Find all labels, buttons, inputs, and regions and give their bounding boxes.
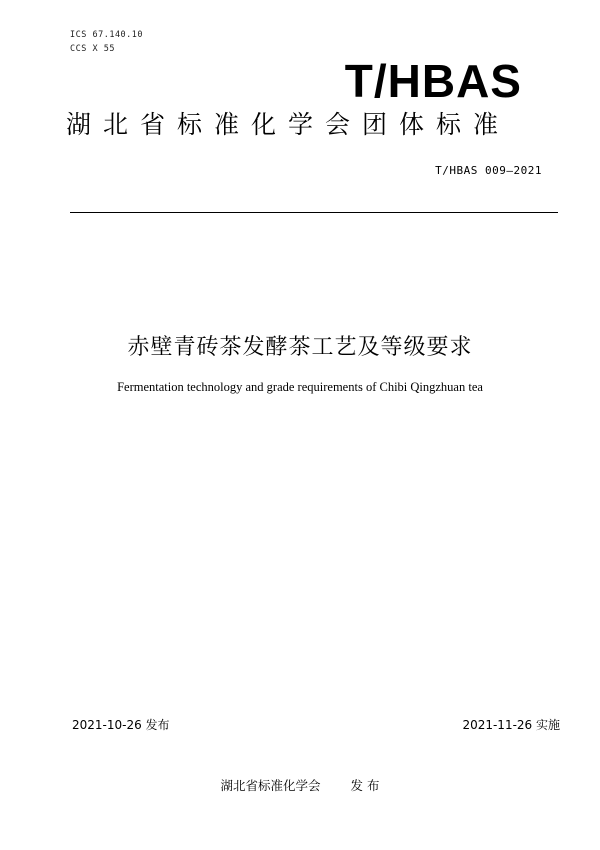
ics-code: ICS 67.140.10	[70, 30, 144, 40]
ccs-code: CCS X 55	[70, 44, 115, 54]
header-divider	[70, 212, 558, 213]
issue-date: 2021-10-26 发布	[72, 718, 170, 732]
organization-logo-text: T/HBAS	[344, 55, 522, 107]
document-title-chinese: 赤壁青砖茶发酵茶工艺及等级要求	[127, 335, 473, 360]
publish-label: 发 布	[350, 778, 380, 793]
standard-number: T/HBAS 009—2021	[435, 164, 542, 177]
standard-type-heading: 湖北省标准化学会团体标准	[66, 110, 511, 139]
publisher-name: 湖北省标准化学会	[220, 778, 321, 793]
publisher-line	[0, 776, 600, 794]
document-title-english: Fermentation technology and grade requirements of Chibi Qingzhuan tea	[117, 380, 483, 394]
implementation-date: 2021-11-26 实施	[462, 718, 560, 732]
